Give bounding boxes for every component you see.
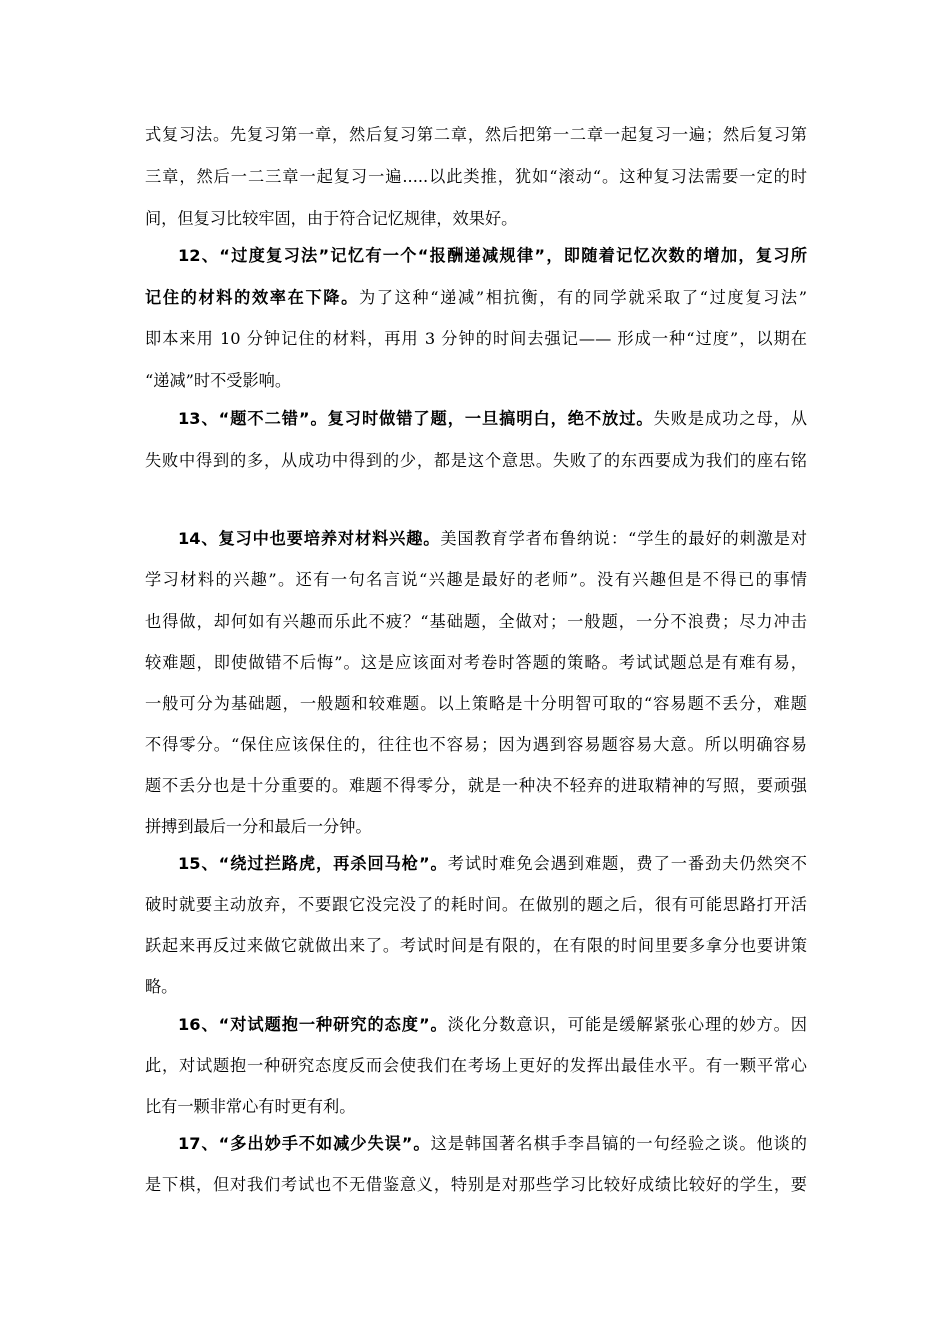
p15-heading: 15、“绕过拦路虎，再杀回马枪”。: [178, 854, 448, 873]
p12-line-1: [178, 244, 807, 268]
p14-line-8: [145, 815, 807, 839]
p14-text-8: 拼搏到最后一分和最后一分钟。: [145, 817, 372, 836]
p16-line-3: [145, 1095, 807, 1119]
p14-text-7: 题不丢分也是十分重要的。难题不得零分，就是一种决不轻弃的进取精神的写照，要顽强: [145, 776, 807, 795]
p11-line-1: [145, 123, 807, 147]
p14-line-5: [145, 692, 807, 716]
p12-heading-cont: 记住的材料的效率在下降。: [145, 288, 359, 307]
p12-text-4: “递减”时不受影响。: [145, 371, 292, 390]
p16-text-2: 此，对试题抱一种研究态度反而会使我们在考场上更好的发挥出最佳水平。有一颗平常心: [145, 1056, 807, 1075]
p12-line-3: [145, 327, 807, 351]
p17-text-2: 是下棋，但对我们考试也不无借鉴意义，特别是对那些学习比较好成绩比较好的学生，要: [145, 1175, 807, 1194]
p16-text-3: 比有一颗非常心有时更有利。: [145, 1097, 356, 1116]
p15-line-4: [145, 975, 807, 999]
p16-line-2: [145, 1054, 807, 1078]
p13-text-1: 失败是成功之母，从: [653, 409, 807, 428]
p13-heading: 13、“题不二错”。复习时做错了题，一旦搞明白，绝不放过。: [178, 409, 654, 428]
p14-heading: 14、复习中也要培养对材料兴趣。: [178, 529, 441, 548]
p14-text-3: 也得做，却何如有兴趣而乐此不疲？“基础题，全做对；一般题，一分不浪费；尽力冲击: [145, 612, 807, 631]
p11-text-2: 三章，然后一二三章一起复习一遍.....以此类推，犹如“滚动“。这种复习法需要一定的时: [145, 167, 807, 186]
p12-text-3: 即本来用 10 分钟记住的材料，再用 3 分钟的时间去强记—— 形成一种“过度”，以期在: [145, 329, 807, 348]
p14-line-1: [178, 527, 807, 551]
p11-text-1: 式复习法。先复习第一章，然后复习第二章，然后把第一二章一起复习一遍；然后复习第: [145, 125, 807, 144]
p14-line-3: [145, 610, 807, 634]
p11-line-3: [145, 207, 807, 231]
p14-line-2: [145, 568, 807, 592]
p14-text-6: 不得零分。“保住应该保住的，往往也不容易；因为遇到容易题容易大意。所以明确容易: [145, 735, 807, 754]
p14-text-1: 美国教育学者布鲁纳说：“学生的最好的刺激是对: [440, 529, 807, 548]
p16-text-1: 淡化分数意识，可能是缓解紧张心理的妙方。因: [447, 1015, 807, 1034]
p12-heading: 12、“过度复习法”记忆有一个“报酬递减规律”，即随着记忆次数的增加，复习所: [178, 246, 807, 265]
p12-line-4: [145, 369, 807, 393]
p15-line-2: [145, 893, 807, 917]
p11-line-2: [145, 165, 807, 189]
p17-line-1: [178, 1132, 807, 1156]
p16-heading: 16、“对试题抱一种研究的态度”。: [178, 1015, 448, 1034]
p15-line-3: [145, 934, 807, 958]
p12-line-2: [145, 286, 807, 310]
p14-text-4: 较难题，即使做错不后悔”。这是应该面对考卷时答题的策略。考试试题总是有难有易，: [145, 653, 807, 672]
p15-line-1: [178, 852, 807, 876]
p17-line-2: [145, 1173, 807, 1197]
p13-line-2: [145, 449, 807, 473]
p17-heading: 17、“多出妙手不如减少失误”。: [178, 1134, 431, 1153]
p11-text-3: 间，但复习比较牢固，由于符合记忆规律，效果好。: [145, 209, 518, 228]
p17-text-1: 这是韩国著名棋手李昌镐的一句经验之谈。他谈的: [430, 1134, 807, 1153]
p16-line-1: [178, 1013, 807, 1037]
p14-text-5: 一般可分为基础题，一般题和较难题。以上策略是十分明智可取的“容易题不丢分，难题: [145, 694, 807, 713]
p15-text-4: 略。: [145, 977, 178, 996]
p14-line-4: [145, 651, 807, 675]
p15-text-2: 破时就要主动放弃，不要跟它没完没了的耗时间。在做别的题之后，很有可能思路打开活: [145, 895, 807, 914]
p12-text-2: 为了这种“递减”相抗衡，有的同学就采取了“过度复习法”: [358, 288, 807, 307]
p13-text-2: 失败中得到的多，从成功中得到的少，都是这个意思。失败了的东西要成为我们的座右铭: [145, 451, 807, 470]
p14-line-7: [145, 774, 807, 798]
p13-line-1: [178, 407, 807, 431]
p14-text-2: 学习材料的兴趣”。还有一句名言说“兴趣是最好的老师”。没有兴趣但是不得已的事情: [145, 570, 807, 589]
p14-line-6: [145, 733, 807, 757]
p15-text-3: 跃起来再反过来做它就做出来了。考试时间是有限的，在有限的时间里要多拿分也要讲策: [145, 936, 807, 955]
p15-text-1: 考试时难免会遇到难题，费了一番劲夫仍然突不: [447, 854, 807, 873]
